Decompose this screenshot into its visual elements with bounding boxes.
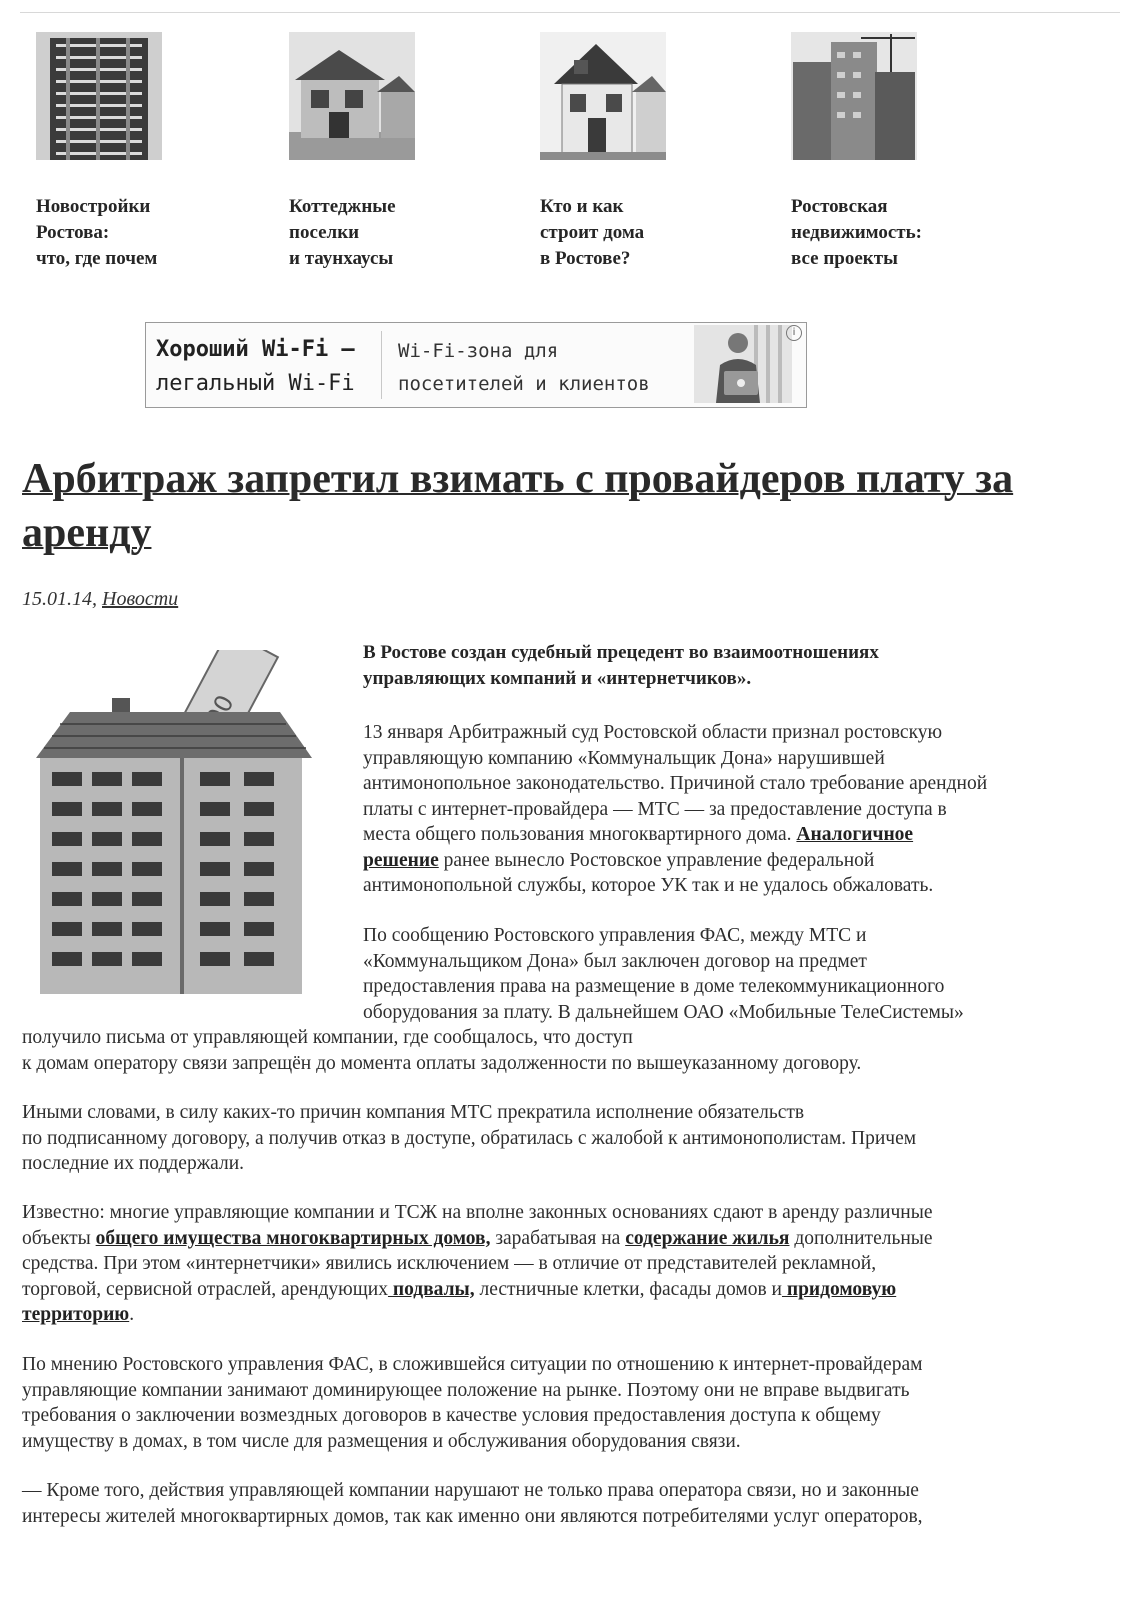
tile-label-line: все проекты	[791, 248, 898, 269]
tile-label-line: Коттеджные	[289, 196, 396, 217]
body-line: последние их поддержали.	[22, 1153, 245, 1174]
related-links	[36, 32, 1096, 282]
top-divider	[20, 12, 1120, 13]
tile-cottages[interactable]	[289, 32, 489, 272]
body-text: торговой, сервисной отраслей, арендующих	[22, 1278, 388, 1300]
tile-label-line: недвижимость:	[791, 222, 923, 243]
body-line: управляющую компанию «Коммунальщик Дона» нарушившей	[363, 747, 885, 769]
tile-label-line: поселки	[289, 222, 360, 243]
body-line: предоставления права на размещение в доме телекоммуникационного	[363, 976, 945, 997]
body-text: объекты	[22, 1227, 96, 1249]
body-line: 13 января Арбитражный суд Ростовской области признал ростовскую	[363, 722, 943, 743]
article-lead	[363, 640, 1103, 692]
body-line: По мнению Ростовского управления ФАС, в сложившейся ситуации по отношению к интернет-провайдерам	[22, 1354, 923, 1375]
tile-label-line: строит дома	[540, 222, 645, 243]
body-line	[22, 1302, 134, 1328]
tile-label[interactable]	[791, 194, 991, 272]
similar-decision-link[interactable]: Аналогичное	[796, 824, 914, 845]
body-line	[363, 822, 913, 848]
body-line: По сообщению Ростовского управления ФАС, между МТС и	[363, 925, 867, 946]
banner-headline-line: Хороший Wi-Fi —	[156, 337, 355, 362]
body-line: управляющие компании занимают доминирующее положение на рынке. Поэтому они не вправе выдвигать	[22, 1379, 910, 1401]
body-line: по подписанному договору, а получив отказ в доступе, обратилась с жалобой к антимонополистам. Причем	[22, 1127, 917, 1149]
article-date: 15.01.14,	[22, 588, 97, 610]
body-line: — Кроме того, действия управляющей компании нарушают не только права оператора связи, но и законные	[22, 1480, 919, 1501]
construction-photo-icon	[791, 32, 917, 160]
lead-line: управляющих компаний и «интернетчиков».	[363, 668, 752, 689]
lead-line: В Ростове создан судебный прецедент во взаимоотношениях	[363, 642, 879, 663]
body-line	[363, 848, 874, 874]
banner-text	[398, 335, 650, 401]
body-text: зарабатывая на	[490, 1227, 626, 1249]
body-line: интересы жителей многоквартирных домов, так как именно они являются потребителями услуг операторов,	[22, 1505, 923, 1527]
similar-decision-link[interactable]: решение	[363, 849, 439, 871]
body-line: требования о заключении возмездных договоров в качестве условия предоставления доступа к общему	[22, 1405, 881, 1426]
body-line: имуществу в домах, в том числе для размещения и обслуживания оборудования связи.	[22, 1430, 741, 1452]
house-photo-icon	[540, 32, 666, 160]
adjacent-territory-link[interactable]: придомовую	[781, 1278, 897, 1300]
banner-headline-line: легальный Wi-Fi	[156, 371, 355, 396]
body-line: «Коммунальщиком Дона» был заключен договор на предмет	[363, 950, 867, 972]
article-category-link[interactable]: Новости	[102, 588, 179, 610]
banner-text-line: Wi-Fi-зона для	[398, 340, 559, 362]
tile-all-projects[interactable]	[791, 32, 991, 272]
tile-label-line: Новостройки	[36, 196, 151, 217]
body-text: места общего пользования многоквартирного дома.	[363, 824, 797, 845]
article-title[interactable]: Арбитраж запретил взимать с провайдеров плату за аренду	[22, 456, 1014, 556]
cottage-photo-icon	[289, 32, 415, 160]
tile-label-line: и таунхаусы	[289, 248, 394, 269]
body-text: .	[129, 1304, 135, 1325]
tile-label-line: в Ростове?	[540, 248, 631, 269]
man-with-laptop-photo-icon	[694, 325, 792, 403]
body-text: лестничные клетки, фасады домов и	[474, 1278, 782, 1300]
tile-house-builders[interactable]	[540, 32, 740, 272]
body-text: дополнительные	[789, 1227, 933, 1249]
body-text: ранее вынесло Ростовское управление федеральной	[438, 849, 875, 871]
body-line	[22, 1226, 933, 1252]
tile-label[interactable]	[540, 194, 740, 272]
body-line: Иными словами, в силу каких-то причин компания МТС прекратила исполнение обязательств	[22, 1102, 805, 1123]
apartment-building-photo-icon	[36, 32, 162, 160]
banner-divider	[381, 331, 382, 399]
tile-new-buildings[interactable]	[36, 32, 236, 272]
body-line: антимонопольное законодательство. Причиной стало требование арендной	[363, 773, 988, 794]
basements-link[interactable]: подвалы,	[387, 1278, 475, 1300]
tile-label-line: Кто и как	[540, 196, 624, 217]
body-line: к домам оператору связи запрещён до момента оплаты задолженности по вышеуказанному договору.	[22, 1052, 862, 1074]
housing-maintenance-link[interactable]: содержание жилья	[625, 1227, 790, 1249]
banner-headline	[156, 333, 355, 401]
tile-label-line: Ростовская	[791, 196, 888, 217]
banner-text-line: посетителей и клиентов	[398, 373, 650, 395]
body-line: оборудования за плату. В дальнейшем ОАО «Мобильные ТелеСистемы»	[363, 1001, 964, 1023]
tile-label-line: Ростова:	[36, 222, 110, 243]
body-line: антимонопольной службы, которое УК так и не удалось обжаловать.	[363, 875, 934, 896]
adjacent-territory-link[interactable]: территорию	[22, 1304, 130, 1325]
tile-label[interactable]	[289, 194, 489, 272]
common-property-link[interactable]: общего имущества многоквартирных домов,	[95, 1227, 491, 1249]
body-line	[22, 1277, 896, 1303]
body-line: Известно: многие управляющие компании и ТСЖ на вполне законных основаниях сдают в аренду различные	[22, 1202, 933, 1223]
body-line: средства. При этом «интернетчики» явились исключением — в отличие от представителей рекламной,	[22, 1253, 877, 1274]
house-with-banknote-image-icon	[30, 650, 312, 995]
body-line: платы с интернет-провайдера — МТС — за предоставление доступа в	[363, 798, 947, 820]
tile-label[interactable]	[36, 194, 236, 272]
wifi-ad-banner[interactable]	[145, 322, 807, 408]
ad-info-icon[interactable]: i	[786, 325, 802, 341]
article-meta	[22, 588, 178, 611]
tile-label-line: что, где почем	[36, 248, 158, 269]
body-line: получило письма от управляющей компании, где сообщалось, что доступ	[22, 1027, 633, 1048]
